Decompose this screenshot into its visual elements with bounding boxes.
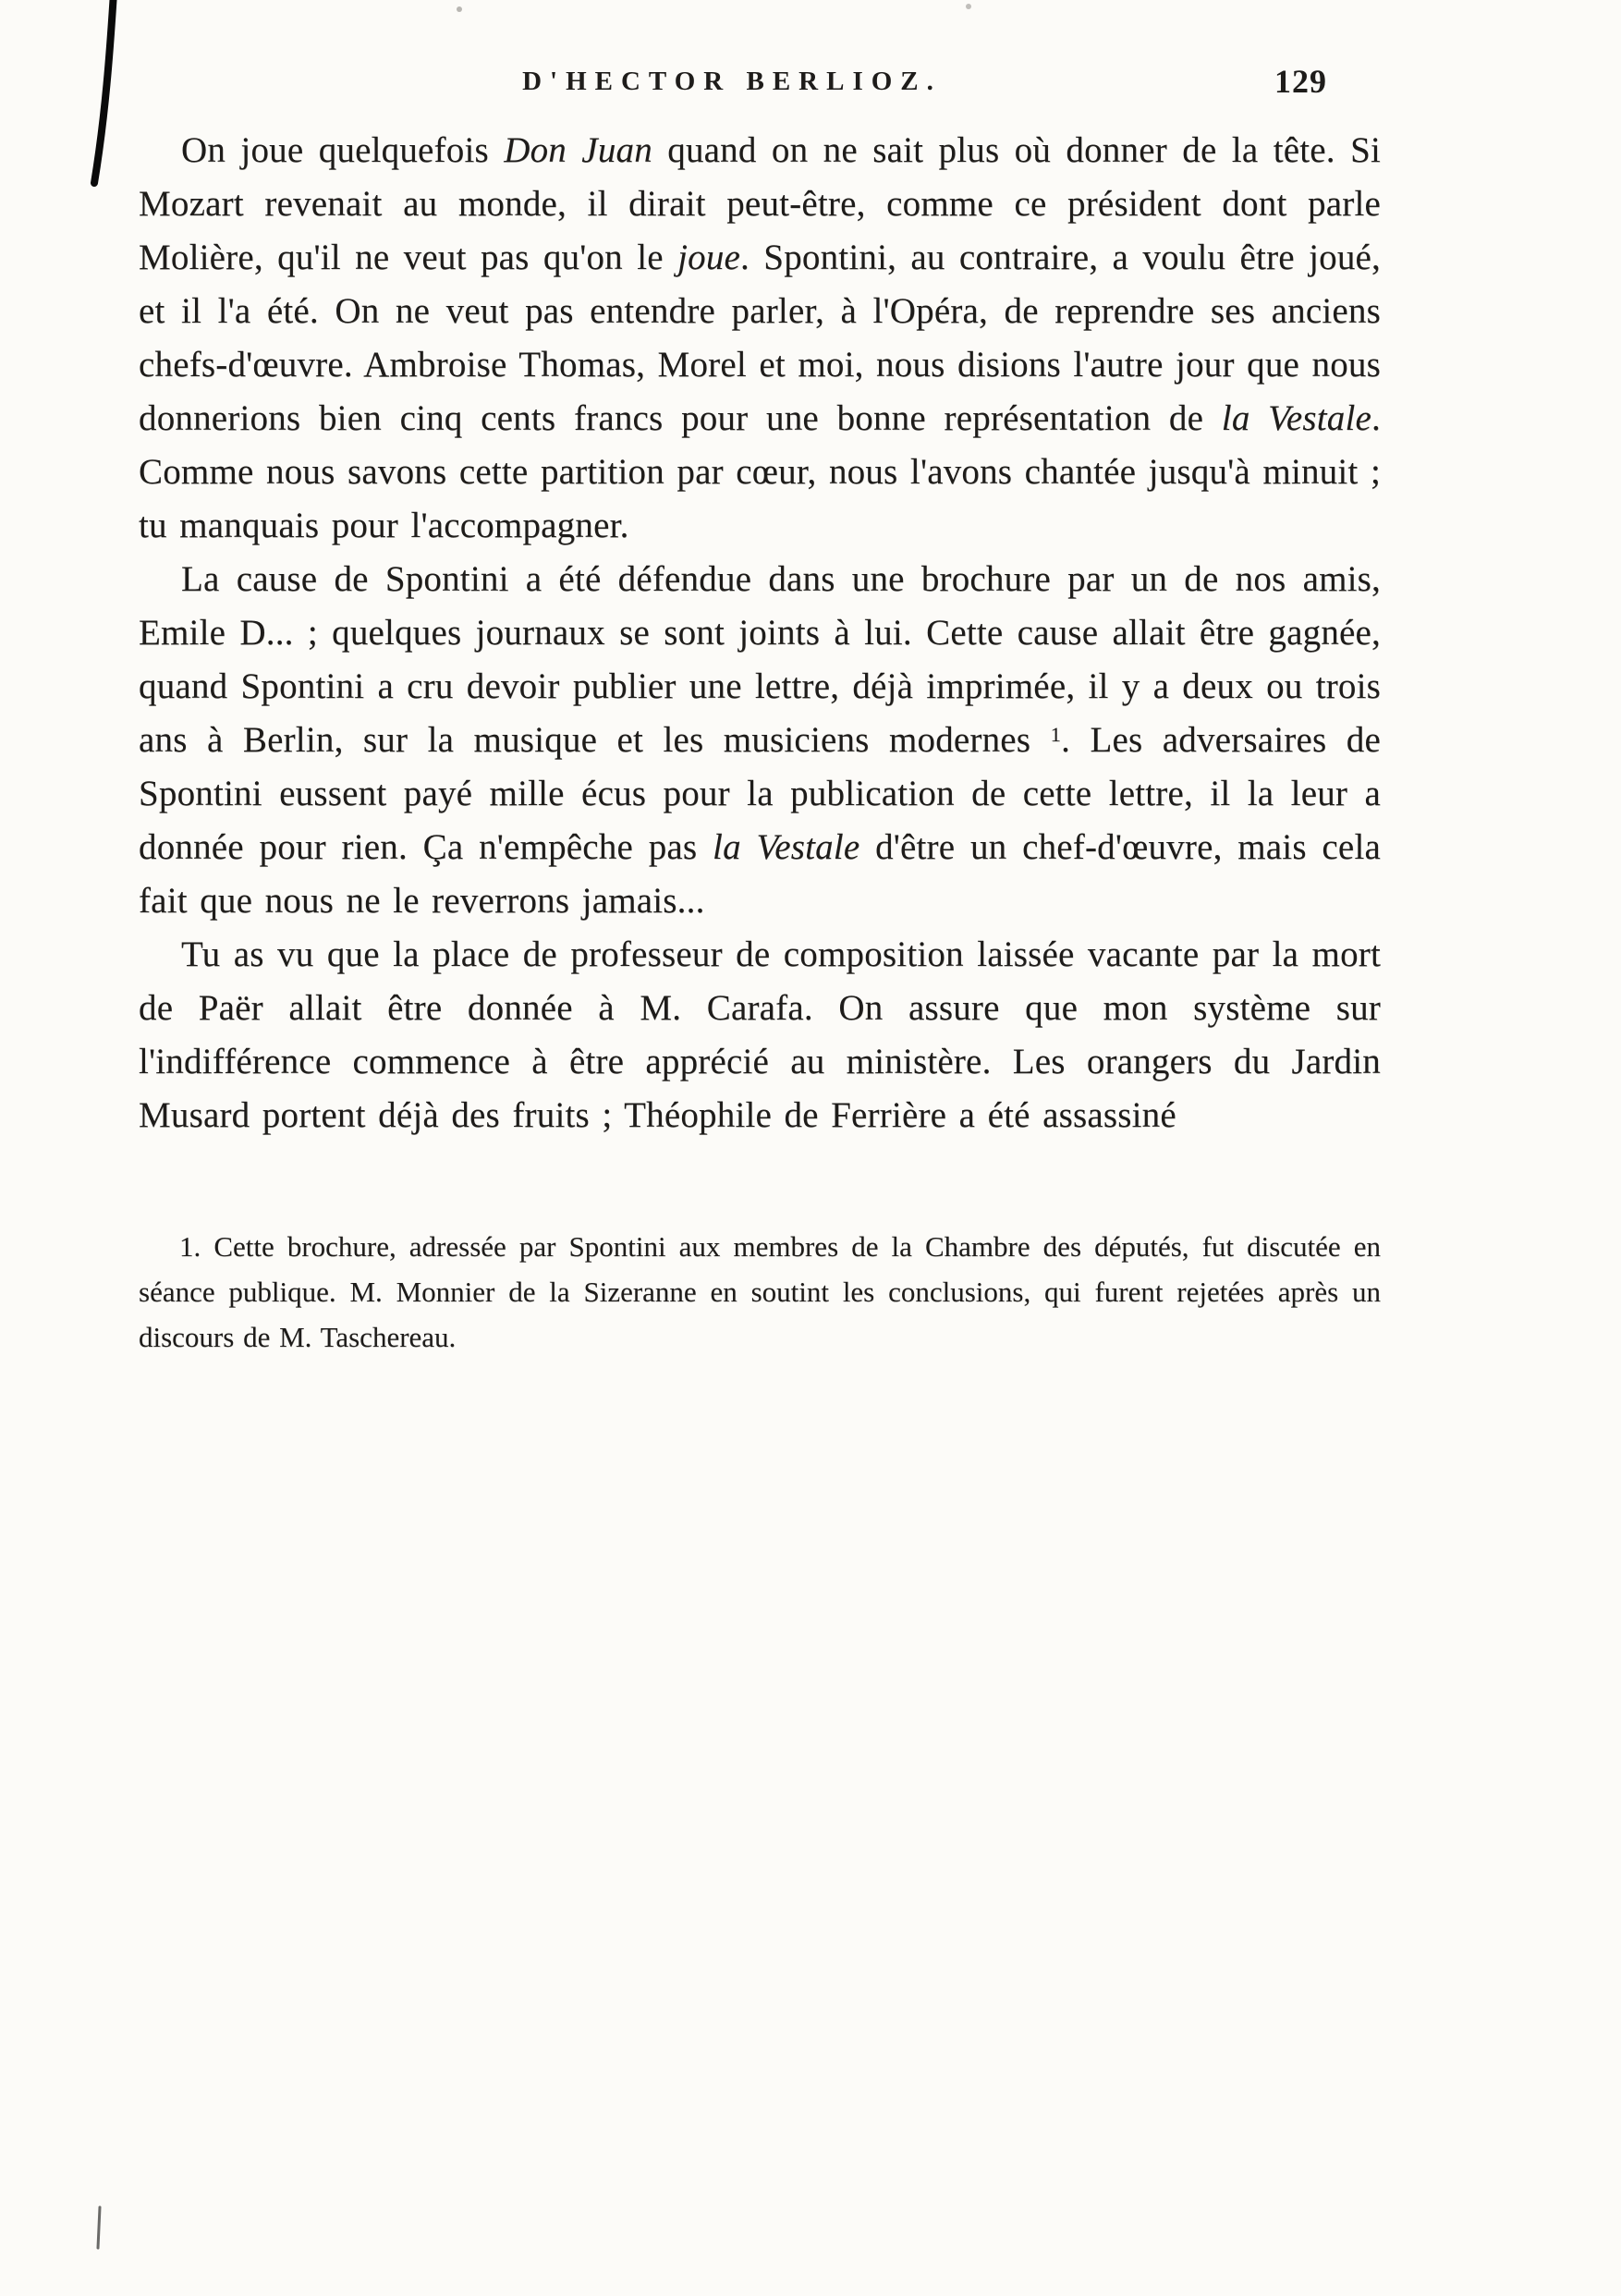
text-run: la Vestale bbox=[1221, 398, 1372, 438]
paragraph bbox=[139, 124, 1381, 553]
footnote bbox=[139, 1224, 1381, 1360]
text-run: 1. Cette brochure, adressée par Spontini aux membres de la Chambre des députés, fut discutée en séance publique. M. Monnier de la Sizeranne en soutint les conclusions, qui furent rejetées après un discours de M. Taschereau. bbox=[139, 1230, 1381, 1353]
body-text bbox=[139, 124, 1381, 1142]
text-run: quand on ne sait plus où donner de la tête. Si Mozart revenait au monde, il dirait peut-être, comme ce président dont parle Molière, qu'il ne veut pas qu'on le bbox=[139, 130, 1382, 277]
text-run: Tu as vu que la place de professeur de composition laissée vacante par la mort de Paër allait être donnée à M. Carafa. On assure que mon système sur l'indifférence commence à être apprécié au ministère. Les orangers du Jardin Musard portent déjà des fruits ; Théophile de Ferrière a été assassiné bbox=[139, 934, 1381, 1135]
text-run: . Les adversaires de Spontini eussent payé mille écus pour la publication de cette lettre, il la leur a donnée pour rien. Ça n'empêche pas bbox=[139, 720, 1381, 867]
text-run: joue bbox=[677, 238, 741, 277]
text-run: La cause de Spontini a été défendue dans une brochure par un de nos amis, Emile D... ; quelques journaux se sont joints à lui. Cette cause allait être gagnée, quand Spontini a cru devoir publier une lettre, déjà imprimée, il y a deux ou trois ans à Berlin, sur la musique et les musiciens modernes bbox=[139, 559, 1381, 760]
paragraph bbox=[139, 553, 1381, 928]
paragraph bbox=[139, 928, 1381, 1142]
text-run: d'être un chef-d'œuvre, mais cela fait que nous ne le reverrons jamais... bbox=[139, 827, 1381, 921]
text-run: la Vestale bbox=[713, 827, 860, 867]
footnote-reference: 1 bbox=[1050, 722, 1062, 746]
text-run: . Comme nous savons cette partition par cœur, nous l'avons chantée jusqu'à minuit ; tu manquais pour l'accompagner. bbox=[139, 398, 1381, 545]
text-run: . Spontini, au contraire, a voulu être joué, et il l'a été. On ne veut pas entendre parler, à l'Opéra, de reprendre ses anciens chefs-d'œuvre. Ambroise Thomas, Morel et moi, nous disions l'autre jour que nous donnerions bien cinq cents francs pour une bonne représentation de bbox=[139, 238, 1381, 438]
text-run: On joue quelquefois bbox=[181, 130, 505, 170]
page-header bbox=[139, 59, 1381, 104]
margin-mark-artifact bbox=[98, 2207, 100, 2248]
page-number: 129 bbox=[1274, 63, 1327, 100]
text-run: Don Juan bbox=[504, 130, 652, 170]
running-title: D'HECTOR BERLIOZ. bbox=[522, 67, 942, 96]
footnote-paragraph bbox=[139, 1224, 1381, 1360]
